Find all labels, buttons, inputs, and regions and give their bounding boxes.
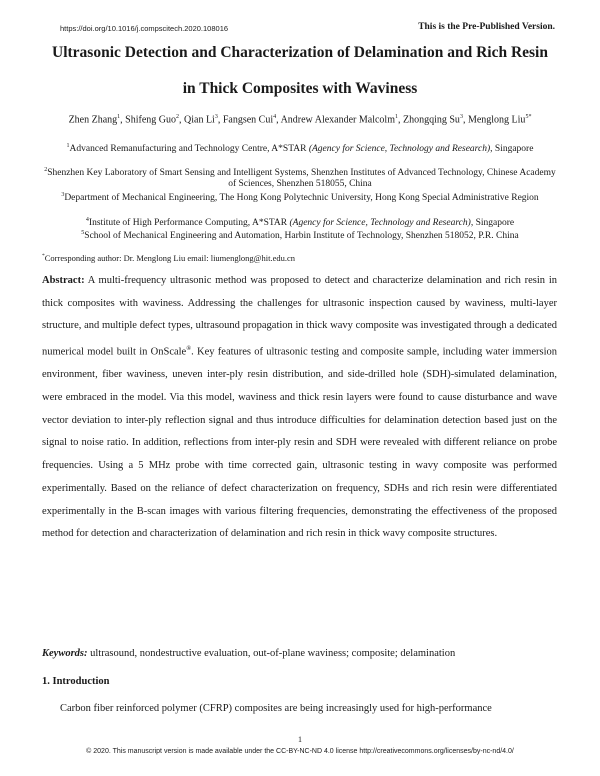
paper-title-line-2: in Thick Composites with Waviness [182, 80, 418, 97]
author-affiliation-marker: 3 [459, 114, 463, 120]
keywords-text: ultrasound, nondestructive evaluation, out-of-plane waviness; composite; delamination [87, 648, 456, 659]
keywords-label: Keywords: [42, 648, 88, 659]
paper-title-line-1: Ultrasonic Detection and Characterization of Delamination and Rich Resin [52, 44, 548, 61]
corresponding-author [42, 253, 295, 263]
author-affiliation-marker: 3 [214, 114, 218, 120]
affiliation-text: Institute of High Performance Computing, A*STAR [88, 218, 290, 229]
affiliation-suffix: , Singapore [470, 218, 515, 229]
version-notice: This is the Pre-Published Version. [418, 22, 555, 32]
affiliation-1 [44, 141, 556, 155]
affiliation-suffix: , Singapore [490, 144, 534, 155]
author-name: Qian Li [184, 114, 215, 126]
affiliation-5 [44, 228, 556, 242]
author-name: Fangsen Cui [222, 114, 274, 126]
author-list: Zhen Zhang$^1$, Shifeng Guo$^2$, Qian Li$^3$, Fangsen Cui$^4$, Andrew Alexander Malcolm$^1$, Zhongqing Su$^3$, Menglong Liu$^{5*}$ [68, 114, 532, 126]
author-name: Zhen Zhang [68, 114, 118, 126]
author-name: Menglong Liu [467, 114, 526, 126]
doi-link[interactable]: https://doi.org/10.1016/j.compscitech.2020.108016 [60, 24, 229, 33]
affiliation-marker: 5 [81, 230, 85, 236]
page-number: 1 [298, 735, 302, 744]
affiliation-italic: (Agency for Science, Technology and Research) [308, 144, 491, 155]
abstract-label: Abstract: [42, 275, 85, 286]
author-name: Zhongqing Su [402, 114, 460, 126]
author-affiliation-marker: 2 [176, 114, 179, 120]
author-affiliation-marker: 4 [273, 114, 277, 120]
license-footer: © 2020. This manuscript version is made available under the CC-BY-NC-ND 4.0 license http://creativecommons.org/licenses/by-nc-nd/4.0/ [86, 748, 514, 755]
introduction-paragraph: Carbon fiber reinforced polymer (CFRP) composites are being increasingly used for high-performance [60, 703, 492, 714]
affiliation-text: Advanced Remanufacturing and Technology Centre, A*STAR [69, 144, 309, 155]
author-name: Shifeng Guo [125, 114, 176, 126]
author-affiliation-marker: 1 [394, 114, 398, 120]
affiliation-text: Department of Mechanical Engineering, The Hong Kong Polytechnic University, Hong Kong Special Administrative Region [64, 193, 539, 204]
author-affiliation-marker: 5* [525, 114, 532, 120]
abstract-text: A multi-frequency ultrasonic method was proposed to detect and characterize delamination and rich resin in thick composites with waviness. Addressing the challenges for ultrasonic inspection caused by waviness, multi-layer structure, and multiple defect types, ultrasound propagation in thick wavy composite was investigated through a dedicated numerical model built in OnScale [42, 275, 557, 358]
affiliation-marker: 3 [61, 192, 65, 198]
affiliation-marker: 4 [85, 217, 89, 223]
registered-mark: ® [186, 345, 192, 353]
affiliation-2 [44, 165, 556, 190]
corresponding-marker: * [42, 253, 45, 260]
affiliation-italic: (Agency for Science, Technology and Research) [289, 218, 471, 229]
affiliation-marker: 2 [44, 167, 48, 173]
section-heading-introduction: 1. Introduction [42, 676, 110, 687]
abstract [42, 270, 557, 546]
affiliation-text: School of Mechanical Engineering and Automation, Harbin Institute of Technology, Shenzhen 518052, P.R. China [84, 231, 519, 242]
affiliation-text: Shenzhen Key Laboratory of Smart Sensing and Intelligent Systems, Shenzhen Institutes of Advanced Technology, Chinese Academy of Sciences, Shenzhen 518055, China [47, 168, 556, 190]
author-affiliation-marker: 1 [117, 114, 121, 120]
affiliation-marker: 1 [66, 143, 70, 149]
abstract-text-continued: . Key features of ultrasonic testing and composite sample, including water immersion environment, fiber waviness, uneven inter-ply resin distribution, and side-drilled hole (SDH)-simulated delamination, were embraced in the model. Via this model, waviness and thick resin layers were found to cause disturbance and wave vector deviation to inter-ply reflection signal and thus introduce difficulties for delamination detection based just on the signal to noise ratio. In addition, reflections from inter-ply resin and SDH were revealed with different reliance on probe frequencies. Using a 5 MHz probe with time corrected gain, ultrasonic testing in wavy composite was performed experimentally. Based on the reliance of defect characterization on frequency, SDHs and rich resin were differentiated experimentally in the B-scan images with various filtering frequencies, demonstrating the effectiveness of the proposed method for detection and characterization of delamination and rich resin in thick wavy composite structures. [42, 346, 557, 540]
corresponding-text: Corresponding author: Dr. Menglong Liu email: liumenglong@hit.edu.cn [44, 253, 296, 263]
author-name: Andrew Alexander Malcolm [280, 114, 395, 126]
affiliation-3 [44, 190, 556, 204]
keywords [42, 648, 557, 659]
